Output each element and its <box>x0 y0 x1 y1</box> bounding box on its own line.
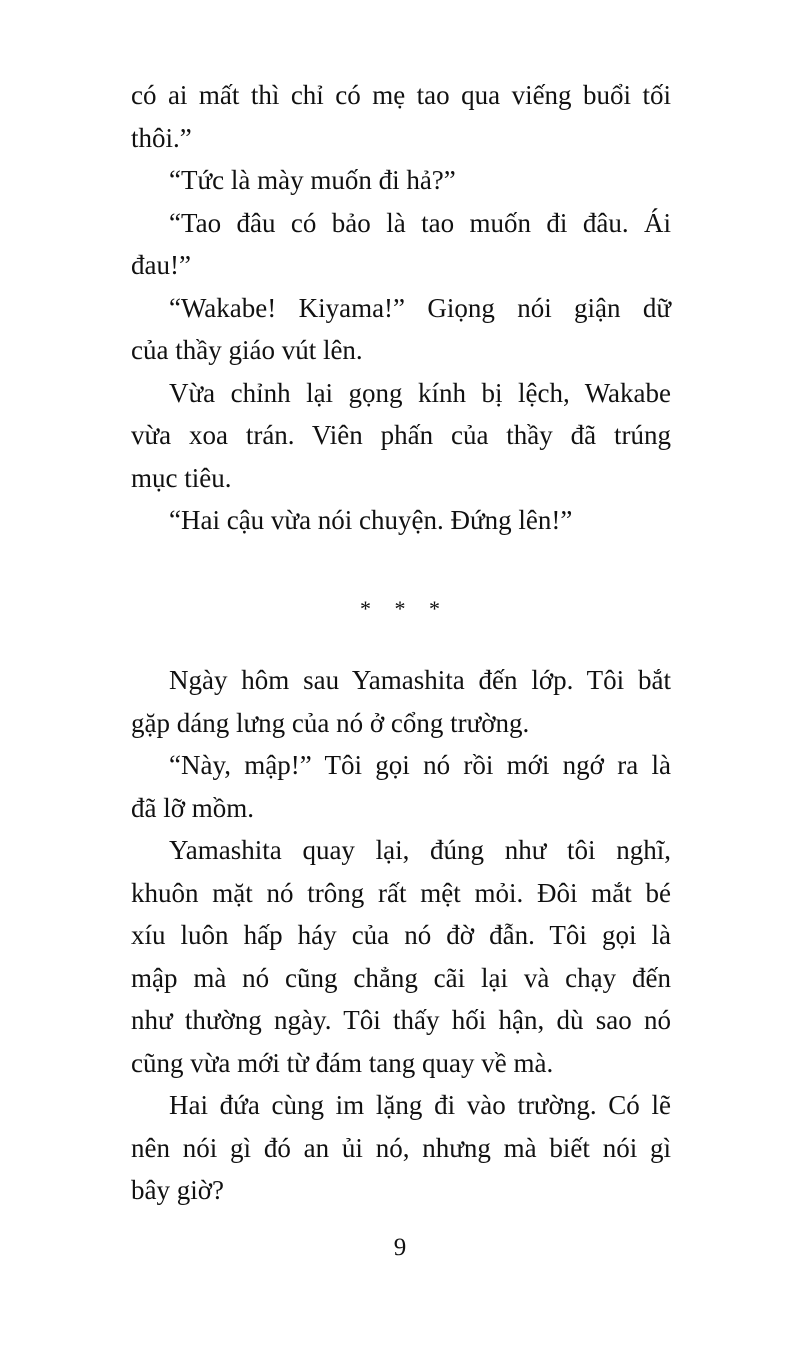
paragraph <box>131 202 671 287</box>
paragraph <box>131 287 671 372</box>
text-line: của thầy giáo vút lên. <box>131 335 363 365</box>
text-line: nên nói gì đó an ủi nó, nhưng mà biết nói gì <box>131 1132 671 1163</box>
page-number: 9 <box>393 1234 407 1261</box>
text-line: “Tức là mày muốn đi hả?” <box>169 165 456 195</box>
paragraph <box>131 159 671 202</box>
paragraph <box>131 659 671 744</box>
paragraph <box>131 74 671 159</box>
text-line: đau!” <box>131 250 191 280</box>
text-line: đã lỡ mồm. <box>131 792 255 823</box>
text-section-1 <box>131 74 671 542</box>
paragraph <box>131 372 671 500</box>
text-line: “Hai cậu vừa nói chuyện. Đứng lên!” <box>169 505 573 535</box>
text-line: gặp dáng lưng của nó ở cổng trường. <box>131 707 530 738</box>
paragraph <box>131 1084 671 1212</box>
text-line: vừa xoa trán. Viên phấn của thầy đã trúng <box>131 420 671 450</box>
text-line: bây giờ? <box>131 1175 224 1205</box>
text-line: cũng vừa mới từ đám tang quay về mà. <box>131 1047 554 1078</box>
text-line: thôi.” <box>131 122 192 153</box>
text-line: khuôn mặt nó trông rất mệt mỏi. Đôi mắt bé <box>131 877 671 908</box>
text-line: có ai mất thì chỉ có mẹ tao qua viếng buổi tối <box>131 80 671 110</box>
text-line: như thường ngày. Tôi thấy hối hận, dù sao nó <box>131 1005 671 1035</box>
text-line: Vừa chỉnh lại gọng kính bị lệch, Wakabe <box>169 377 671 408</box>
paragraph <box>131 744 671 829</box>
text-line: Ngày hôm sau Yamashita đến lớp. Tôi bắt <box>169 665 671 695</box>
text-line: “Tao đâu có bảo là tao muốn đi đâu. Ái <box>169 207 671 238</box>
text-line: Hai đứa cùng im lặng đi vào trường. Có lẽ <box>169 1090 671 1120</box>
text-line: mập mà nó cũng chẳng cãi lại và chạy đến <box>131 962 671 993</box>
scene-break: * * * <box>360 596 440 621</box>
paragraph <box>131 499 671 542</box>
paragraph <box>131 829 671 1084</box>
text-line: “Này, mập!” Tôi gọi nó rồi mới ngớ ra là <box>169 750 671 780</box>
text-line: mục tiêu. <box>131 462 232 493</box>
text-line: “Wakabe! Kiyama!” Giọng nói giận dữ <box>169 292 671 323</box>
text-line: xíu luôn hấp háy của nó đờ đẫn. Tôi gọi là <box>131 920 671 950</box>
text-line: Yamashita quay lại, đúng như tôi nghĩ, <box>169 835 671 865</box>
text-section-2 <box>131 659 671 1212</box>
